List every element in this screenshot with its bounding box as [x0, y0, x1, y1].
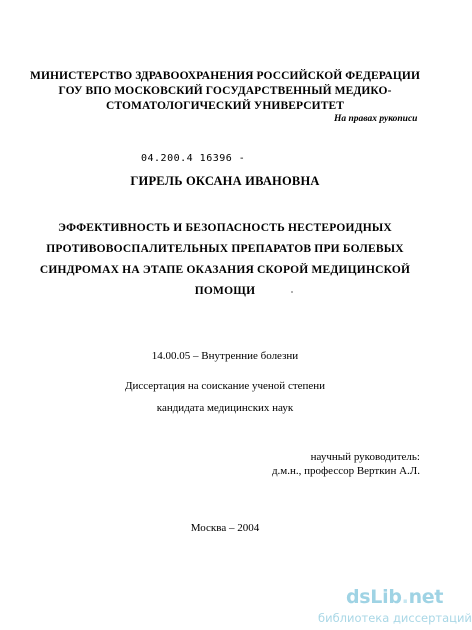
- dissertation-title-line-4: ПОМОЩИ: [194, 285, 256, 297]
- watermark-logo-dot: .: [401, 586, 409, 608]
- degree-line-1: Диссертация на соискание ученой степени: [124, 380, 326, 392]
- watermark-logo-part: net: [408, 586, 444, 608]
- supervisor-label: научный руководитель:: [310, 451, 420, 463]
- university-line-2: СТОМАТОЛОГИЧЕСКИЙ УНИВЕРСИТЕТ: [105, 100, 345, 112]
- library-stamp-number: 04.200.4 16396 -: [141, 153, 246, 164]
- dissertation-title-line-2: ПРОТИВОВОСПАЛИТЕЛЬНЫХ ПРЕПАРАТОВ ПРИ БОЛЕВЫХ: [46, 243, 404, 255]
- dissertation-title-line-1: ЭФФЕКТИВНОСТЬ И БЕЗОПАСНОСТЬ НЕСТЕРОИДНЫХ: [58, 222, 392, 234]
- supervisor-name: д.м.н., профессор Верткин А.Л.: [271, 465, 420, 477]
- ministry-line: МИНИСТЕРСТВО ЗДРАВООХРАНЕНИЯ РОССИЙСКОЙ ФЕДЕРАЦИИ: [29, 70, 420, 82]
- specialty-code: 14.00.05 – Внутренние болезни: [151, 350, 299, 362]
- watermark-subtitle: библиотека диссертаций: [318, 611, 472, 625]
- scan-speck: [291, 291, 293, 293]
- author-name: ГИРЕЛЬ ОКСАНА ИВАНОВНА: [130, 174, 320, 188]
- dslib-watermark-logo: [346, 586, 443, 608]
- dissertation-title-line-3: СИНДРОМАХ НА ЭТАПЕ ОКАЗАНИЯ СКОРОЙ МЕДИЦИНСКОЙ: [39, 264, 411, 276]
- manuscript-rights-note: На правах рукописи: [334, 114, 418, 124]
- university-line-1: ГОУ ВПО МОСКОВСКИЙ ГОСУДАРСТВЕННЫЙ МЕДИКО-: [58, 85, 392, 97]
- watermark-logo-part: dsLib: [346, 586, 402, 608]
- degree-line-2: кандидата медицинских наук: [156, 402, 294, 414]
- place-year: Москва – 2004: [190, 522, 260, 534]
